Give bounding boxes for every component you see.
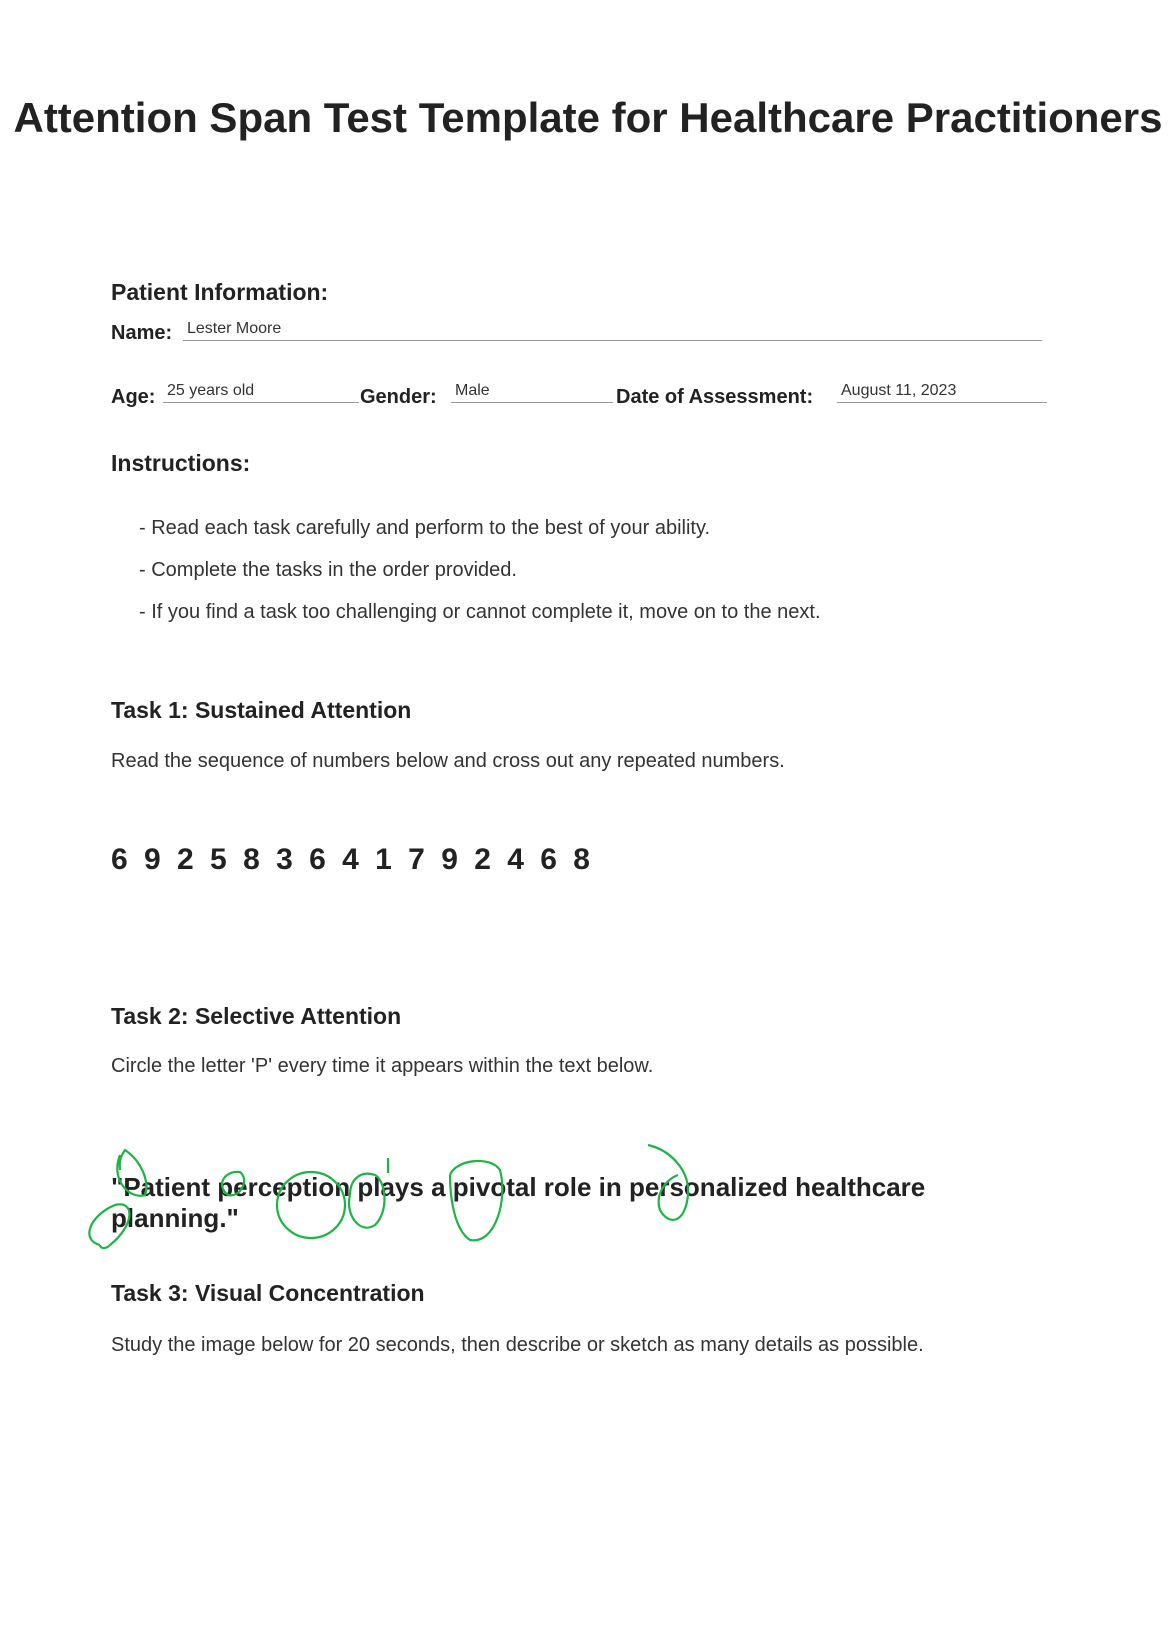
patient-info-heading: Patient Information:	[111, 279, 329, 305]
gender-label: Gender:	[360, 386, 437, 408]
instruction-item: - Complete the tasks in the order provided.	[139, 559, 517, 581]
task3-description: Study the image below for 20 seconds, then describe or sketch as many details as possible.	[111, 1334, 924, 1356]
task2-quote: "Patient perception plays a pivotal role in personalized healthcare planning."	[111, 1172, 926, 1233]
number-sequence: 6 9 2 5 8 3 6 4 1 7 9 2 4 6 8	[111, 843, 594, 876]
name-label: Name:	[111, 322, 173, 344]
page-title: Attention Span Test Template for Healthcare Practitioners	[13, 94, 1163, 141]
task1-heading: Task 1: Sustained Attention	[111, 697, 412, 723]
task2-heading: Task 2: Selective Attention	[111, 1003, 402, 1029]
age-field[interactable]: 25 years old	[163, 382, 359, 403]
instruction-item: - Read each task carefully and perform to the best of your ability.	[139, 517, 711, 539]
task3-heading: Task 3: Visual Concentration	[111, 1280, 425, 1306]
instructions-heading: Instructions:	[111, 450, 251, 476]
task1-description: Read the sequence of numbers below and cross out any repeated numbers.	[111, 750, 785, 772]
instruction-item: - If you find a task too challenging or cannot complete it, move on to the next.	[139, 601, 821, 623]
date-label: Date of Assessment:	[616, 386, 814, 408]
task2-description: Circle the letter 'P' every time it appears within the text below.	[111, 1055, 654, 1077]
age-label: Age:	[111, 386, 156, 408]
gender-field[interactable]: Male	[451, 382, 613, 403]
name-field[interactable]: Lester Moore	[183, 320, 1042, 341]
date-field[interactable]: August 11, 2023	[837, 382, 1047, 403]
